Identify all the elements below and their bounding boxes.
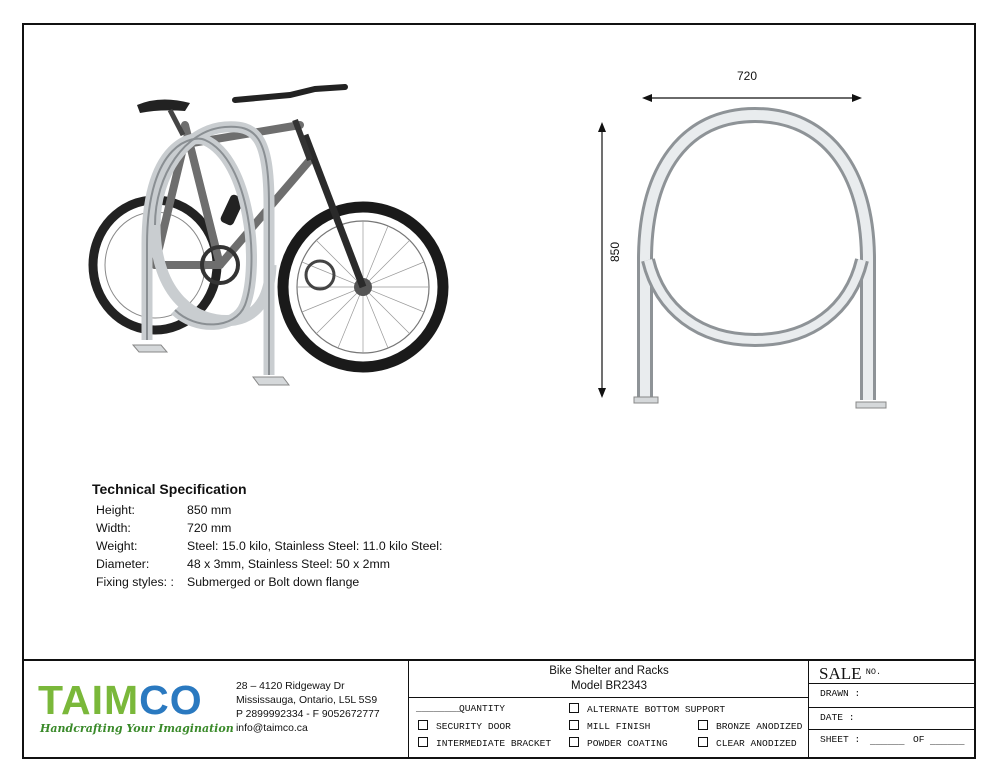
title-block-rule <box>808 729 976 730</box>
project-model: Model BR2343 <box>570 680 648 692</box>
taimco-logo <box>38 677 203 723</box>
height-dimension-label: 850 <box>608 241 622 262</box>
sheet-number-blank: ______ <box>870 736 905 747</box>
spec-label: Weight: <box>96 539 138 553</box>
spec-label: Width: <box>96 521 131 535</box>
spec-value: 720 mm <box>187 521 232 535</box>
email: info@taimco.ca <box>236 723 308 734</box>
spec-label: Fixing styles: : <box>96 575 174 589</box>
intermediate-bracket-checkbox[interactable] <box>418 737 428 747</box>
spec-value: Steel: 15.0 kilo, Stainless Steel: 11.0 kilo Steel: <box>187 539 443 553</box>
bronze-anodized-checkbox[interactable] <box>698 720 708 730</box>
spec-title: Technical Specification <box>92 481 247 497</box>
sheet-label: SHEET : <box>820 734 861 745</box>
spec-value: 48 x 3mm, Stainless Steel: 50 x 2mm <box>187 557 390 571</box>
powder-coating-label: POWDER COATING <box>587 738 668 749</box>
date-label: DATE : <box>820 712 855 723</box>
alternate-bottom-support-label: ALTERNATE BOTTOM SUPPORT <box>587 704 726 715</box>
bronze-anodized-label: BRONZE ANODIZED <box>716 721 803 732</box>
address-line-2: Mississauga, Ontario, L5L 5S9 <box>236 695 378 706</box>
sale-number-field <box>819 664 881 684</box>
title-block-rule <box>408 697 808 698</box>
intermediate-bracket-label: INTERMEDIATE BRACKET <box>436 738 552 749</box>
logo-text-a: TAIM <box>38 677 140 723</box>
mill-finish-label: MILL FINISH <box>587 721 651 732</box>
powder-coating-checkbox[interactable] <box>569 737 579 747</box>
clear-anodized-checkbox[interactable] <box>698 737 708 747</box>
title-block-rule <box>808 707 976 708</box>
spec-value: 850 mm <box>187 503 232 517</box>
alternate-bottom-support-checkbox[interactable] <box>569 703 579 713</box>
security-door-label: SECURITY DOOR <box>436 721 511 732</box>
spec-value: Submerged or Bolt down flange <box>187 575 360 589</box>
sheet-total-blank: ______ <box>930 736 965 747</box>
rack-dimension-drawing <box>590 60 900 420</box>
sheet-of-label: OF <box>913 734 925 745</box>
quantity-blank: ________ <box>416 703 463 714</box>
company-tagline: Handcrafting Your Imagination <box>40 722 234 735</box>
clear-anodized-label: CLEAR ANODIZED <box>716 738 797 749</box>
drawn-by-label: DRAWN : <box>820 688 861 699</box>
width-dimension-label: 720 <box>737 69 758 83</box>
logo-text-b: CO <box>139 677 203 723</box>
phone-fax: P 2899992334 - F 9052672777 <box>236 709 380 720</box>
mill-finish-checkbox[interactable] <box>569 720 579 730</box>
sale-no-label: NO. <box>865 667 882 677</box>
sale-label: SALE <box>819 664 862 683</box>
spec-label: Height: <box>96 503 135 517</box>
quantity-label: QUANTITY <box>459 703 506 714</box>
address-line-1: 28 – 4120 Ridgeway Dr <box>236 681 345 692</box>
project-title: Bike Shelter and Racks <box>549 665 669 677</box>
security-door-checkbox[interactable] <box>418 720 428 730</box>
spec-label: Diameter: <box>96 557 150 571</box>
bike-rack-photo <box>85 65 465 400</box>
